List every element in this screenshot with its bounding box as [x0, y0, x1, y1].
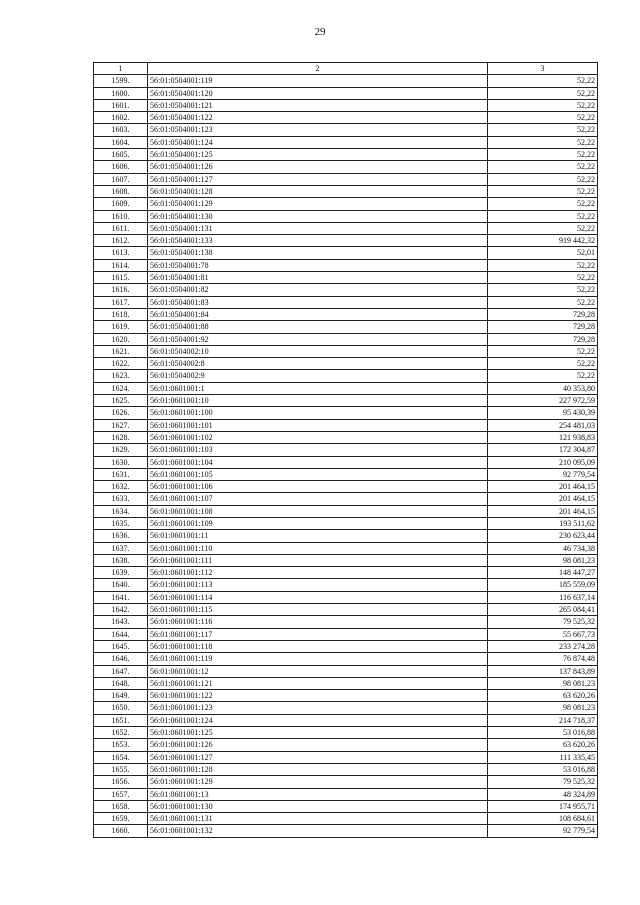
cadastral-number: 56:01:0601001:110 — [148, 542, 488, 554]
row-number: 1607. — [94, 173, 148, 185]
cadastral-value: 52,22 — [488, 210, 598, 222]
row-number: 1615. — [94, 272, 148, 284]
row-number: 1650. — [94, 702, 148, 714]
cadastral-value: 46 734,38 — [488, 542, 598, 554]
column-header-2: 2 — [148, 63, 488, 75]
table-row — [94, 333, 598, 345]
cadastral-number: 56:01:0504001:120 — [148, 87, 488, 99]
table-row — [94, 247, 598, 259]
cadastral-value: 230 623,44 — [488, 530, 598, 542]
cadastral-number: 56:01:0504001:81 — [148, 272, 488, 284]
table-row — [94, 468, 598, 480]
row-number: 1614. — [94, 259, 148, 271]
table-row — [94, 456, 598, 468]
cadastral-number: 56:01:0504001:127 — [148, 173, 488, 185]
table-row — [94, 87, 598, 99]
cadastral-number: 56:01:0504001:130 — [148, 210, 488, 222]
row-number: 1657. — [94, 788, 148, 800]
table-row — [94, 616, 598, 628]
cadastral-number: 56:01:0601001:126 — [148, 739, 488, 751]
row-number: 1645. — [94, 640, 148, 652]
table-row — [94, 370, 598, 382]
table-row — [94, 517, 598, 529]
cadastral-value: 148 447,27 — [488, 567, 598, 579]
cadastral-number: 56:01:0601001:118 — [148, 640, 488, 652]
row-number: 1599. — [94, 75, 148, 87]
cadastral-number: 56:01:0601001:125 — [148, 727, 488, 739]
cadastral-value: 137 843,89 — [488, 665, 598, 677]
table-row — [94, 124, 598, 136]
row-number: 1600. — [94, 87, 148, 99]
cadastral-value: 52,22 — [488, 370, 598, 382]
row-number: 1646. — [94, 653, 148, 665]
cadastral-number: 56:01:0504002:9 — [148, 370, 488, 382]
cadastral-number: 56:01:0601001:105 — [148, 468, 488, 480]
table-row — [94, 173, 598, 185]
column-header-3: 3 — [488, 63, 598, 75]
cadastral-value: 201 464,15 — [488, 481, 598, 493]
cadastral-number: 56:01:0601001:101 — [148, 419, 488, 431]
row-number: 1630. — [94, 456, 148, 468]
table-row — [94, 222, 598, 234]
cadastral-number: 56:01:0504001:123 — [148, 124, 488, 136]
table-row — [94, 345, 598, 357]
cadastral-number: 56:01:0504001:129 — [148, 198, 488, 210]
cadastral-number: 56:01:0504001:128 — [148, 185, 488, 197]
cadastral-value: 108 684,61 — [488, 813, 598, 825]
table-row — [94, 751, 598, 763]
cadastral-value: 52,22 — [488, 136, 598, 148]
cadastral-number: 56:01:0504002:8 — [148, 358, 488, 370]
cadastral-value: 92 779,54 — [488, 825, 598, 837]
cadastral-value: 233 274,28 — [488, 640, 598, 652]
page-number: 29 — [314, 26, 326, 38]
row-number: 1636. — [94, 530, 148, 542]
row-number: 1633. — [94, 493, 148, 505]
row-number: 1655. — [94, 763, 148, 775]
table-row — [94, 727, 598, 739]
table-row — [94, 321, 598, 333]
row-number: 1609. — [94, 198, 148, 210]
table-row — [94, 813, 598, 825]
cadastral-value: 53 016,88 — [488, 763, 598, 775]
cadastral-number: 56:01:0601001:10 — [148, 395, 488, 407]
table-row — [94, 800, 598, 812]
table-row — [94, 358, 598, 370]
row-number: 1652. — [94, 727, 148, 739]
row-number: 1632. — [94, 481, 148, 493]
cadastral-value: 98 081,23 — [488, 677, 598, 689]
table-row — [94, 161, 598, 173]
table-row — [94, 136, 598, 148]
cadastral-number: 56:01:0504001:124 — [148, 136, 488, 148]
row-number: 1628. — [94, 431, 148, 443]
cadastral-number: 56:01:0504001:126 — [148, 161, 488, 173]
table-row — [94, 431, 598, 443]
table-row — [94, 739, 598, 751]
row-number: 1626. — [94, 407, 148, 419]
table-row — [94, 444, 598, 456]
cadastral-number: 56:01:0601001:108 — [148, 505, 488, 517]
cadastral-value: 53 016,88 — [488, 727, 598, 739]
row-number: 1640. — [94, 579, 148, 591]
cadastral-number: 56:01:0504001:84 — [148, 308, 488, 320]
table-row — [94, 419, 598, 431]
row-number: 1660. — [94, 825, 148, 837]
table-row — [94, 776, 598, 788]
cadastral-number: 56:01:0601001:113 — [148, 579, 488, 591]
cadastral-value: 227 972,59 — [488, 395, 598, 407]
table-row — [94, 567, 598, 579]
row-number: 1622. — [94, 358, 148, 370]
table-body — [94, 75, 598, 837]
cadastral-value: 40 353,80 — [488, 382, 598, 394]
table-row — [94, 99, 598, 111]
table-row — [94, 296, 598, 308]
cadastral-number: 56:01:0601001:12 — [148, 665, 488, 677]
cadastral-value: 121 938,83 — [488, 431, 598, 443]
table-row — [94, 763, 598, 775]
table-row — [94, 210, 598, 222]
row-number: 1617. — [94, 296, 148, 308]
cadastral-number: 56:01:0601001:107 — [148, 493, 488, 505]
cadastral-number: 56:01:0601001:117 — [148, 628, 488, 640]
cadastral-number: 56:01:0601001:114 — [148, 591, 488, 603]
cadastral-value: 174 955,71 — [488, 800, 598, 812]
cadastral-number: 56:01:0504001:131 — [148, 222, 488, 234]
row-number: 1629. — [94, 444, 148, 456]
cadastral-number: 56:01:0504001:125 — [148, 149, 488, 161]
row-number: 1653. — [94, 739, 148, 751]
table-row — [94, 112, 598, 124]
table-row — [94, 677, 598, 689]
row-number: 1631. — [94, 468, 148, 480]
row-number: 1620. — [94, 333, 148, 345]
cadastral-value: 214 718,37 — [488, 714, 598, 726]
cadastral-value: 52,22 — [488, 284, 598, 296]
table-row — [94, 382, 598, 394]
row-number: 1644. — [94, 628, 148, 640]
cadastral-number: 56:01:0601001:128 — [148, 763, 488, 775]
row-number: 1625. — [94, 395, 148, 407]
cadastral-value: 729,28 — [488, 333, 598, 345]
row-number: 1601. — [94, 99, 148, 111]
table-row — [94, 505, 598, 517]
row-number: 1658. — [94, 800, 148, 812]
row-number: 1635. — [94, 517, 148, 529]
table-row — [94, 640, 598, 652]
row-number: 1634. — [94, 505, 148, 517]
cadastral-number: 56:01:0601001:100 — [148, 407, 488, 419]
cadastral-value: 52,22 — [488, 87, 598, 99]
row-number: 1649. — [94, 690, 148, 702]
cadastral-value: 98 081,23 — [488, 554, 598, 566]
table-row — [94, 554, 598, 566]
cadastral-value: 52,22 — [488, 222, 598, 234]
cadastral-value: 52,22 — [488, 345, 598, 357]
cadastral-value: 52,22 — [488, 198, 598, 210]
table-row — [94, 653, 598, 665]
cadastral-number: 56:01:0601001:122 — [148, 690, 488, 702]
row-number: 1643. — [94, 616, 148, 628]
cadastral-number: 56:01:0504001:122 — [148, 112, 488, 124]
cadastral-value: 52,22 — [488, 161, 598, 173]
cadastral-value: 52,22 — [488, 296, 598, 308]
table-row — [94, 395, 598, 407]
cadastral-value: 52,22 — [488, 358, 598, 370]
cadastral-number: 56:01:0601001:116 — [148, 616, 488, 628]
cadastral-number: 56:01:0601001:106 — [148, 481, 488, 493]
cadastral-number: 56:01:0504001:119 — [148, 75, 488, 87]
cadastral-value: 79 525,32 — [488, 616, 598, 628]
row-number: 1638. — [94, 554, 148, 566]
row-number: 1603. — [94, 124, 148, 136]
cadastral-value: 48 324,89 — [488, 788, 598, 800]
cadastral-number: 56:01:0504001:138 — [148, 247, 488, 259]
cadastral-value: 98 081,23 — [488, 702, 598, 714]
cadastral-number: 56:01:0601001:1 — [148, 382, 488, 394]
cadastral-number: 56:01:0504001:92 — [148, 333, 488, 345]
cadastral-value: 193 511,62 — [488, 517, 598, 529]
cadastral-value: 92 779,54 — [488, 468, 598, 480]
row-number: 1656. — [94, 776, 148, 788]
cadastral-value: 729,28 — [488, 321, 598, 333]
table-row — [94, 259, 598, 271]
cadastral-number: 56:01:0601001:132 — [148, 825, 488, 837]
row-number: 1639. — [94, 567, 148, 579]
cadastral-number: 56:01:0601001:111 — [148, 554, 488, 566]
cadastral-value: 210 095,09 — [488, 456, 598, 468]
cadastral-number: 56:01:0504001:133 — [148, 235, 488, 247]
row-number: 1621. — [94, 345, 148, 357]
row-number: 1627. — [94, 419, 148, 431]
table-row — [94, 628, 598, 640]
row-number: 1616. — [94, 284, 148, 296]
table-row — [94, 542, 598, 554]
cadastral-value: 55 667,73 — [488, 628, 598, 640]
row-number: 1606. — [94, 161, 148, 173]
table-row — [94, 530, 598, 542]
row-number: 1641. — [94, 591, 148, 603]
cadastral-value: 52,22 — [488, 185, 598, 197]
cadastral-number: 56:01:0601001:124 — [148, 714, 488, 726]
row-number: 1654. — [94, 751, 148, 763]
cadastral-number: 56:01:0601001:103 — [148, 444, 488, 456]
row-number: 1605. — [94, 149, 148, 161]
cadastral-value: 63 620,26 — [488, 739, 598, 751]
row-number: 1647. — [94, 665, 148, 677]
cadastral-number: 56:01:0601001:130 — [148, 800, 488, 812]
cadastral-number: 56:01:0504002:10 — [148, 345, 488, 357]
row-number: 1604. — [94, 136, 148, 148]
table-row — [94, 308, 598, 320]
cadastral-value: 201 464,15 — [488, 505, 598, 517]
row-number: 1602. — [94, 112, 148, 124]
table-row — [94, 604, 598, 616]
table-row — [94, 690, 598, 702]
row-number: 1624. — [94, 382, 148, 394]
table-row — [94, 198, 598, 210]
cadastral-number: 56:01:0601001:104 — [148, 456, 488, 468]
cadastral-value: 172 304,87 — [488, 444, 598, 456]
row-number: 1651. — [94, 714, 148, 726]
cadastral-number: 56:01:0601001:112 — [148, 567, 488, 579]
row-number: 1637. — [94, 542, 148, 554]
cadastral-number: 56:01:0504001:83 — [148, 296, 488, 308]
table-row — [94, 665, 598, 677]
cadastral-value: 76 874,48 — [488, 653, 598, 665]
cadastral-number: 56:01:0601001:131 — [148, 813, 488, 825]
row-number: 1612. — [94, 235, 148, 247]
row-number: 1619. — [94, 321, 148, 333]
cadastral-value: 201 464,15 — [488, 493, 598, 505]
cadastral-number: 56:01:0504001:82 — [148, 284, 488, 296]
cadastral-value: 52,22 — [488, 149, 598, 161]
cadastral-value: 185 559,09 — [488, 579, 598, 591]
cadastral-value: 729,28 — [488, 308, 598, 320]
table-header-row — [94, 63, 598, 75]
row-number: 1648. — [94, 677, 148, 689]
cadastral-value: 52,22 — [488, 173, 598, 185]
table-row — [94, 481, 598, 493]
cadastral-value: 254 481,03 — [488, 419, 598, 431]
table-row — [94, 493, 598, 505]
cadastral-number: 56:01:0504001:121 — [148, 99, 488, 111]
row-number: 1618. — [94, 308, 148, 320]
cadastral-value-table — [93, 62, 598, 838]
cadastral-value: 52,22 — [488, 75, 598, 87]
cadastral-value: 63 620,26 — [488, 690, 598, 702]
cadastral-value: 265 084,41 — [488, 604, 598, 616]
column-header-1: 1 — [94, 63, 148, 75]
row-number: 1610. — [94, 210, 148, 222]
cadastral-value: 79 525,32 — [488, 776, 598, 788]
cadastral-number: 56:01:0601001:11 — [148, 530, 488, 542]
table-row — [94, 407, 598, 419]
cadastral-number: 56:01:0601001:129 — [148, 776, 488, 788]
cadastral-value: 95 430,39 — [488, 407, 598, 419]
cadastral-number: 56:01:0601001:13 — [148, 788, 488, 800]
cadastral-value: 52,22 — [488, 259, 598, 271]
row-number: 1613. — [94, 247, 148, 259]
row-number: 1642. — [94, 604, 148, 616]
cadastral-value: 52,22 — [488, 124, 598, 136]
table-row — [94, 149, 598, 161]
table-row — [94, 788, 598, 800]
cadastral-value: 52,01 — [488, 247, 598, 259]
cadastral-number: 56:01:0601001:119 — [148, 653, 488, 665]
cadastral-number: 56:01:0504001:88 — [148, 321, 488, 333]
cadastral-number: 56:01:0601001:109 — [148, 517, 488, 529]
table-row — [94, 579, 598, 591]
row-number: 1608. — [94, 185, 148, 197]
cadastral-number: 56:01:0601001:127 — [148, 751, 488, 763]
cadastral-value: 52,22 — [488, 99, 598, 111]
cadastral-number: 56:01:0504001:78 — [148, 259, 488, 271]
cadastral-value: 116 637,14 — [488, 591, 598, 603]
cadastral-number: 56:01:0601001:121 — [148, 677, 488, 689]
table-row — [94, 591, 598, 603]
cadastral-value: 52,22 — [488, 112, 598, 124]
cadastral-number: 56:01:0601001:115 — [148, 604, 488, 616]
cadastral-number: 56:01:0601001:123 — [148, 702, 488, 714]
cadastral-value: 111 335,45 — [488, 751, 598, 763]
table-row — [94, 825, 598, 837]
row-number: 1659. — [94, 813, 148, 825]
table-row — [94, 284, 598, 296]
table-row — [94, 75, 598, 87]
table-row — [94, 185, 598, 197]
table-row — [94, 272, 598, 284]
cadastral-number: 56:01:0601001:102 — [148, 431, 488, 443]
cadastral-value: 919 442,32 — [488, 235, 598, 247]
row-number: 1623. — [94, 370, 148, 382]
cadastral-value: 52,22 — [488, 272, 598, 284]
table-row — [94, 714, 598, 726]
table-row — [94, 702, 598, 714]
table-row — [94, 235, 598, 247]
row-number: 1611. — [94, 222, 148, 234]
